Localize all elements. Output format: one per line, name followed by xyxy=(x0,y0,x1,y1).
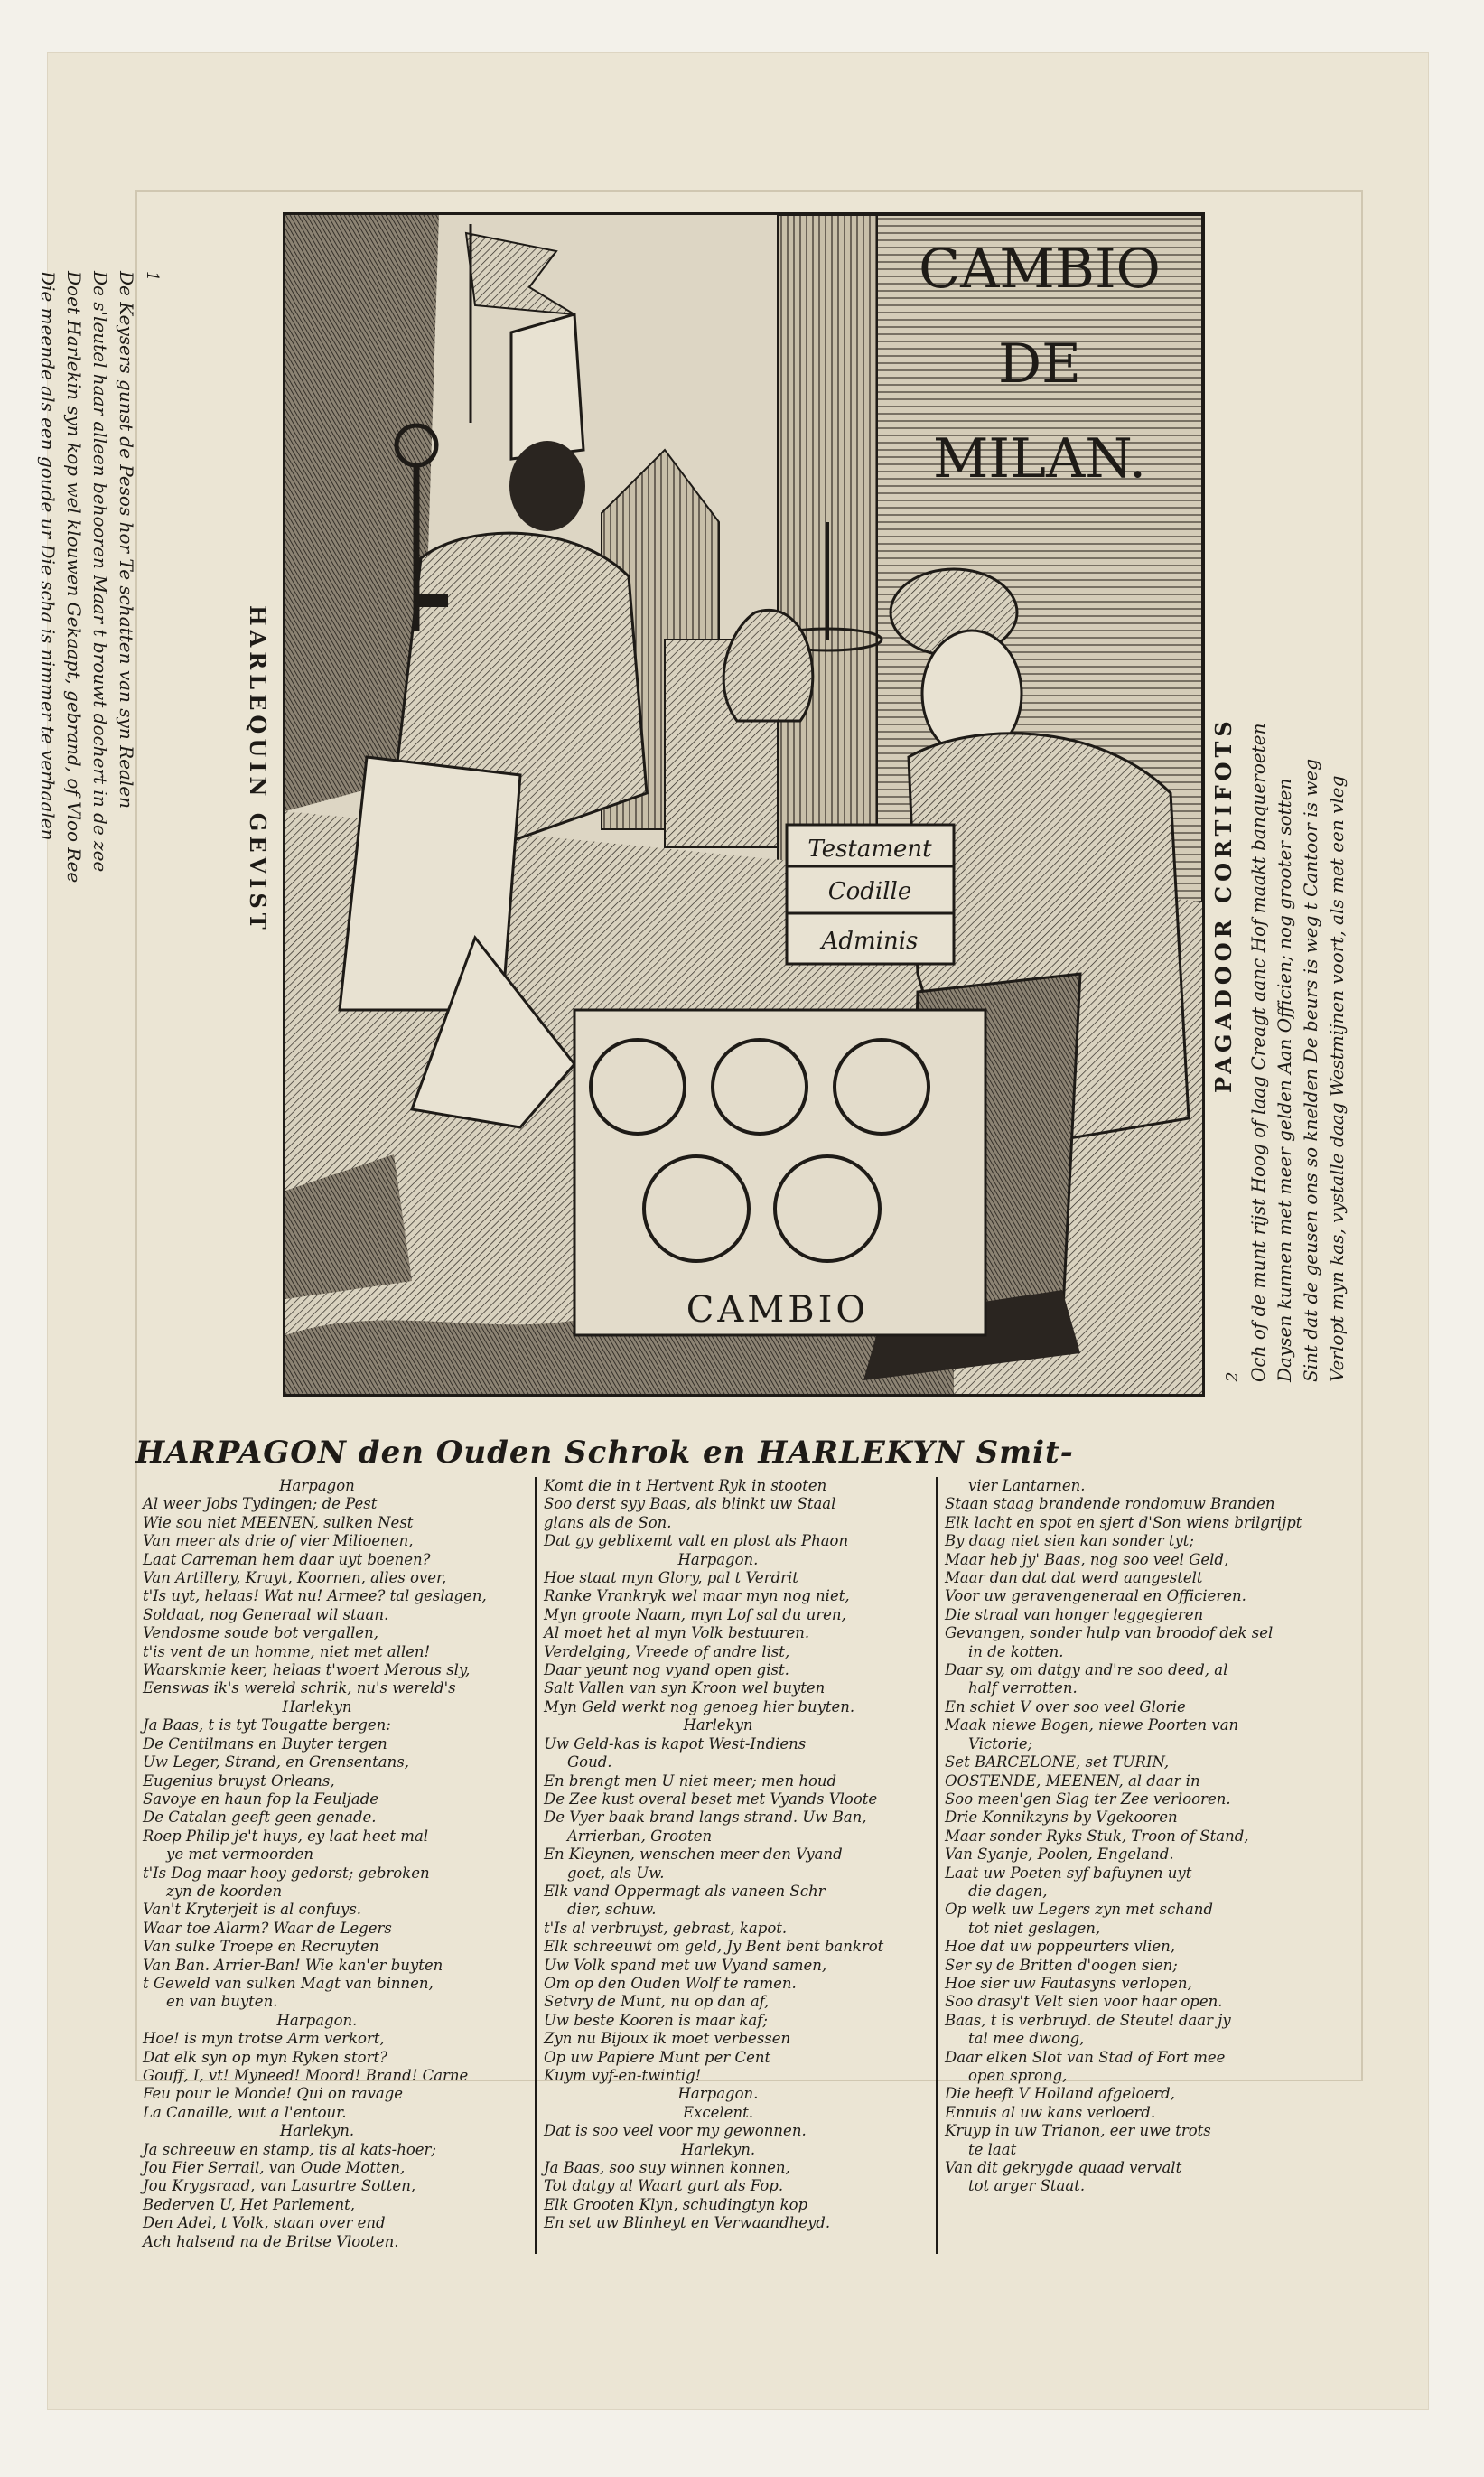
right-side-heading xyxy=(1210,716,1239,1093)
verse-line: Hoe dat uw poppeurters vlien, xyxy=(945,1938,1176,1956)
speaker-name: Harlekyn. xyxy=(279,2122,355,2140)
verse-line: vier Lantarnen. xyxy=(968,1477,1086,1494)
verse-line: Van dit gekrygde quaad vervalt xyxy=(945,2159,1182,2177)
verse-line: Op uw Papiere Munt per Cent xyxy=(544,2048,771,2066)
verse-line: Daar sy, om datgy and're soo deed, al xyxy=(945,1661,1228,1679)
box-label-adminis: Adminis xyxy=(821,928,919,955)
right-verse-line: Och of de munt rijst Hoog of laag Creagt aanc Hof maakt banqueroeten xyxy=(1247,723,1269,1382)
verse-line: Maak niewe Bogen, niewe Poorten van xyxy=(945,1716,1239,1734)
verse-line: Tot datgy al Waart gurt als Fop. xyxy=(544,2177,784,2195)
speaker-name: Harpagon. xyxy=(276,2011,358,2029)
speaker-name: Harlekyn xyxy=(282,1697,352,1715)
verse-line: Waarskmie keer, helaas t'woert Merous sly, xyxy=(143,1661,471,1679)
speaker-name: Harpagon. xyxy=(677,1550,759,1568)
verse-line: Maar heb jy' Baas, nog soo veel Geld, xyxy=(945,1550,1229,1568)
verse-line: Myn Geld werkt nog genoeg hier buyten. xyxy=(544,1697,855,1715)
verse-line: Waar toe Alarm? Waar de Legers xyxy=(143,1919,392,1937)
coin-table xyxy=(574,1010,985,1335)
verse-line: Goud. xyxy=(567,1753,612,1771)
verse-line: Soo meen'gen Slag ter Zee verlooren. xyxy=(945,1790,1231,1808)
verse-line: Elk schreeuwt om geld, Jy Bent bent bankrot xyxy=(544,1938,884,1956)
verse-line: tot arger Staat. xyxy=(968,2177,1086,2195)
verse-line: Laat uw Poeten syf bafuynen uyt xyxy=(945,1864,1192,1882)
engraving-scene xyxy=(285,215,1202,1394)
verse-line: En Kleynen, wenschen meer den Vyand xyxy=(544,1846,843,1864)
engraving-picture xyxy=(283,212,1205,1397)
verse-line: Elk Grooten Klyn, schudingtyn kop xyxy=(544,2195,808,2213)
verse-line: Voor uw geravengeneraal en Officieren. xyxy=(945,1587,1246,1605)
verse-line: Kruyp in uw Trianon, eer uwe trots xyxy=(945,2122,1211,2140)
verse-line: open sprong, xyxy=(968,2067,1068,2084)
verse-line: Ja schreeuw en stamp, tis al kats-hoer; xyxy=(143,2140,436,2158)
verse-line: Eenswas ik's wereld schrik, nu's wereld's xyxy=(143,1679,456,1697)
verse-line: t Geweld van sulken Magt van binnen, xyxy=(143,1974,434,1992)
verse-line: Die heeft V Holland afgeloerd, xyxy=(945,2085,1175,2103)
verse-line: De Zee kust overal beset met Vyands Vloote xyxy=(544,1790,878,1808)
verse-line: Hoe sier uw Fautasyns verlopen, xyxy=(945,1974,1192,1992)
right-verse-line: Verlopt myn kas, vystalle daag Westmijnen voort, als met een vleg xyxy=(1326,775,1348,1382)
verse-line: Arrierban, Grooten xyxy=(567,1827,713,1845)
verse-columns xyxy=(135,1477,1337,2254)
sign-line-3: MILAN. xyxy=(932,427,1147,491)
verse-line: Drie Konnikzyns by Vgekooren xyxy=(945,1809,1178,1827)
verse-line: La Canaille, wut a l'entour. xyxy=(143,2103,347,2121)
verse-line: glans als de Son. xyxy=(544,1513,672,1531)
verse-line: En schiet V over soo veel Glorie xyxy=(945,1697,1186,1715)
verse-line: Soo derst syy Baas, als blinkt uw Staal xyxy=(544,1495,836,1513)
verse-line: Ennuis al uw kans verloerd. xyxy=(945,2103,1156,2121)
verse-line: te laat xyxy=(968,2140,1017,2158)
verse-line: Gevangen, sonder hulp van broodof dek sel xyxy=(945,1624,1274,1642)
verse-line: Jou Krygsraad, van Lasurtre Sotten, xyxy=(143,2177,416,2195)
speaker-name: Excelent. xyxy=(683,2103,753,2121)
verse-line: Dat elk syn op myn Ryken stort? xyxy=(143,2048,387,2066)
verse-line: Ach halsend na de Britse Vlooten. xyxy=(143,2232,399,2250)
verse-line: Feu pour le Monde! Qui on ravage xyxy=(143,2085,404,2103)
verse-line: Van sulke Troepe en Recruyten xyxy=(143,1938,379,1956)
verse-line: Al moet het al myn Volk bestuuren. xyxy=(544,1624,810,1642)
verse-line: t'is vent de un homme, niet met allen! xyxy=(143,1642,431,1660)
verse-line: Hoe staat myn Glory, pal t Verdrit xyxy=(544,1569,798,1587)
print-title: HARPAGON den Ouden Schrok en HARLEKYN Smit- xyxy=(135,1435,1074,1471)
verse-line: tot niet geslagen, xyxy=(968,1919,1101,1937)
right-verse-number: 2 xyxy=(1223,1371,1242,1382)
speaker-name: Harpagon. xyxy=(677,2085,759,2103)
speaker-name: Harlekyn. xyxy=(680,2140,756,2158)
verse-line: Zyn nu Bijoux ik moet verbessen xyxy=(544,2030,791,2048)
verse-line: en van buyten. xyxy=(166,1993,278,2011)
verse-line: Gouff, I, vt! Myneed! Moord! Brand! Carne xyxy=(143,2067,469,2084)
verse-line: Elk vand Oppermagt als vaneen Schr xyxy=(544,1882,826,1900)
verse-line: Uw Volk spand met uw Vyand samen, xyxy=(544,1956,827,1974)
verse-column-1 xyxy=(135,1477,535,2254)
verse-line: Die straal van honger leggegieren xyxy=(945,1605,1204,1623)
left-side-heading xyxy=(242,605,271,934)
left-verse-line: De s'leutel haar alleen behooren Maar t brouwt dochert in de zee xyxy=(89,271,111,873)
left-verse-line: Die meende als een goude ur Die scha is nimmer te verhaalen xyxy=(37,271,59,841)
verse-line: tal mee dwong, xyxy=(968,2030,1085,2048)
verse-line: zyn de koorden xyxy=(166,1882,283,1900)
verse-line: Set BARCELONE, set TURIN, xyxy=(945,1753,1170,1771)
sign-line-1: CAMBIO xyxy=(919,238,1161,301)
verse-line: Victorie; xyxy=(968,1734,1033,1753)
verse-line: die dagen, xyxy=(968,1882,1048,1900)
verse-line: Elk lacht en spot en sjert d'Son wiens brilgrijpt xyxy=(945,1513,1302,1531)
verse-line: Van Syanje, Poolen, Engeland. xyxy=(945,1846,1174,1864)
verse-column-2 xyxy=(535,1477,936,2254)
verse-line: Op welk uw Legers zyn met schand xyxy=(945,1901,1213,1919)
left-side-verse xyxy=(34,271,165,1382)
verse-line: Van meer als drie of vier Milioenen, xyxy=(143,1532,414,1550)
verse-line: t'Is al verbruyst, gebrast, kapot. xyxy=(544,1919,788,1937)
verse-line: Den Adel, t Volk, staan over end xyxy=(143,2214,386,2232)
verse-line: Jou Fier Serrail, van Oude Motten, xyxy=(143,2159,406,2177)
speaker-name: Harlekyn xyxy=(683,1716,753,1734)
verse-line: Daar yeunt nog vyand open gist. xyxy=(544,1661,789,1679)
verse-line: Baas, t is verbruyd. de Steutel daar jy xyxy=(945,2011,1231,2029)
right-verse-heading: PAGADOOR CORTIFOTS xyxy=(1210,716,1237,1093)
verse-line: Kuym vyf-en-twintig! xyxy=(544,2067,702,2084)
verse-line: Al weer Jobs Tydingen; de Pest xyxy=(143,1495,378,1513)
right-verse-line: Sint dat de geusen ons so knelden De beurs is weg t Cantoor is weg xyxy=(1300,758,1321,1382)
verse-line: Van't Kryterjeit is al confuys. xyxy=(143,1901,362,1919)
verse-line: Maar sonder Ryks Stuk, Troon of Stand, xyxy=(945,1827,1249,1845)
verse-line: Hoe! is myn trotse Arm verkort, xyxy=(143,2030,385,2048)
cloth-label: CAMBIO xyxy=(686,1289,870,1331)
box-label-testament: Testament xyxy=(807,836,932,863)
verse-line: Eugenius bruyst Orleans, xyxy=(143,1771,335,1790)
verse-line: Van Ban. Arrier-Ban! Wie kan'er buyten xyxy=(143,1956,443,1974)
verse-line: Savoye en haun fop la Feuljade xyxy=(143,1790,379,1808)
verse-line: Dat gy geblixemt valt en plost als Phaon xyxy=(544,1532,849,1550)
box-label-codille: Codille xyxy=(827,878,912,905)
verse-line: Verdelging, Vreede of andre list, xyxy=(544,1642,790,1660)
verse-line: Laat Carreman hem daar uyt boenen? xyxy=(143,1550,431,1568)
verse-line: By daag niet sien kan sonder tyt; xyxy=(945,1532,1194,1550)
verse-line: Uw beste Kooren is maar kaf; xyxy=(544,2011,768,2029)
verse-line: dier, schuw. xyxy=(567,1901,657,1919)
verse-line: Vendosme soude bot vergallen, xyxy=(143,1624,378,1642)
verse-line: Dat is soo veel voor my gewonnen. xyxy=(544,2122,807,2140)
verse-line: Van Artillery, Kruyt, Koornen, alles over, xyxy=(143,1569,447,1587)
ledger-stack xyxy=(787,825,954,964)
verse-line: Roep Philip je't huys, ey laat heet mal xyxy=(143,1827,429,1845)
verse-line: Wie sou niet MEENEN, sulken Nest xyxy=(143,1513,414,1531)
left-verse-heading: HARLEQUIN GEVIST xyxy=(245,605,271,934)
verse-column-3 xyxy=(936,1477,1337,2254)
verse-line: De Vyer baak brand langs strand. Uw Ban, xyxy=(544,1809,867,1827)
verse-line: Ranke Vrankryk wel maar myn nog niet, xyxy=(544,1587,850,1605)
sign-line-2: DE xyxy=(998,332,1081,396)
verse-line: Uw Geld-kas is kapot West-Indiens xyxy=(544,1734,807,1753)
verse-line: Ja Baas, t is tyt Tougatte bergen: xyxy=(143,1716,391,1734)
verse-line: Staan staag brandende rondomuw Branden xyxy=(945,1495,1275,1513)
verse-line: Bederven U, Het Parlement, xyxy=(143,2195,356,2213)
verse-line: En set uw Blinheyt en Verwaandheyd. xyxy=(544,2214,831,2232)
verse-line: t'Is Dog maar hooy gedorst; gebroken xyxy=(143,1864,430,1882)
verse-line: Soo drasy't Velt sien voor haar open. xyxy=(945,1993,1223,2011)
speaker-name: Harpagon xyxy=(279,1477,355,1494)
right-verse-line: Daysen kunnen met meer gelden Aan Officien; nog grooter sotten xyxy=(1274,778,1295,1382)
verse-line: Myn groote Naam, myn Lof sal du uren, xyxy=(544,1605,846,1623)
verse-line: OOSTENDE, MEENEN, al daar in xyxy=(945,1771,1200,1790)
left-verse-line: Doet Harlekin syn kop wel klouwen Gekaapt, gebrand, of Vloo Ree xyxy=(63,271,85,883)
verse-line: Om op den Ouden Wolf te ramen. xyxy=(544,1974,797,1992)
verse-line: Ja Baas, soo suy winnen konnen, xyxy=(544,2159,790,2177)
left-verse-line: De Keysers gunst de Pesos hor Te schatten van syn Realen xyxy=(116,271,137,809)
verse-line: half verrotten. xyxy=(968,1679,1078,1697)
verse-line: Ser sy de Britten d'oogen sien; xyxy=(945,1956,1178,1974)
verse-line: Soldaat, nog Generaal wil staan. xyxy=(143,1605,389,1623)
verse-line: Komt die in t Hertvent Ryk in stooten xyxy=(544,1477,827,1494)
verse-line: Uw Leger, Strand, en Grensentans, xyxy=(143,1753,409,1771)
verse-line: De Catalan geeft geen genade. xyxy=(143,1809,377,1827)
verse-line: De Centilmans en Buyter tergen xyxy=(143,1734,387,1753)
verse-line: Maar dan dat dat werd aangestelt xyxy=(945,1569,1203,1587)
left-verse-number: 1 xyxy=(143,271,162,282)
verse-line: Daar elken Slot van Stad of Fort mee xyxy=(945,2048,1226,2066)
verse-line: goet, als Uw. xyxy=(567,1864,665,1882)
verse-line: Setvry de Munt, nu op dan af, xyxy=(544,1993,770,2011)
verse-line: in de kotten. xyxy=(968,1642,1064,1660)
verse-line: t'Is uyt, helaas! Wat nu! Armee? tal geslagen, xyxy=(143,1587,487,1605)
verse-line: En brengt men U niet meer; men houd xyxy=(544,1771,837,1790)
verse-line: ye met vermoorden xyxy=(166,1846,313,1864)
verse-line: Salt Vallen van syn Kroon wel buyten xyxy=(544,1679,826,1697)
